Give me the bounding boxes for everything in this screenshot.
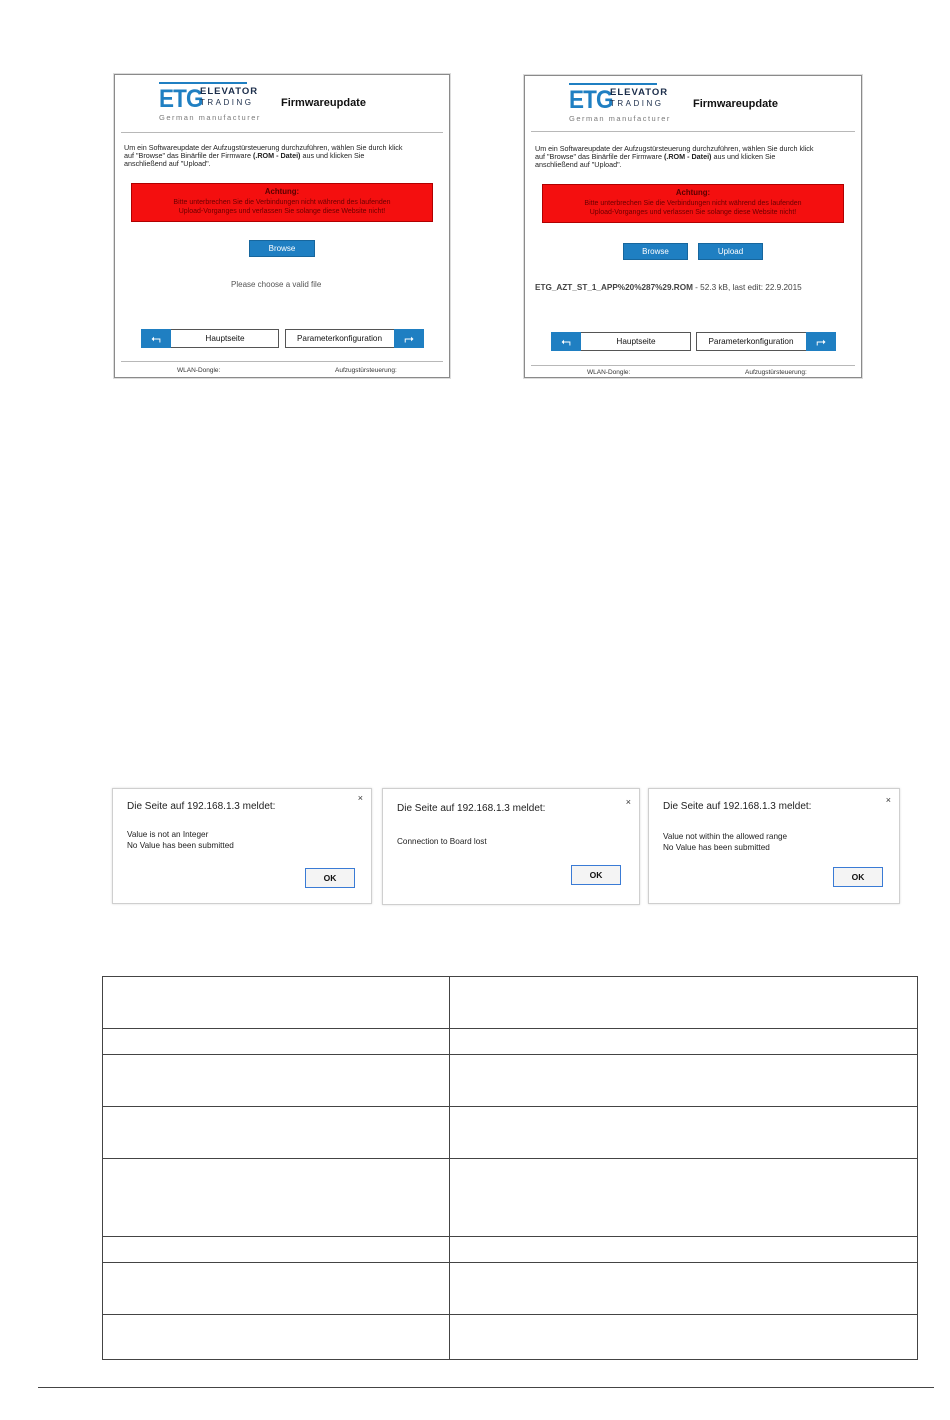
firmware-screen-2: ETG ELEVATOR TRADING German manufacturer Firmwareupdate Um ein Softwareupdate der Aufzugstürsteuerung durchzuführen, wählen Sie durch klick auf "Browse" das Binärfile der Firmware (.ROM - Datei) aus und klicken Sie anschließend auf "Upload". Achtung: Bitte unterbrechen Sie die Verbindungen nicht während des laufenden Upload-Vorganges und verlassen Sie solange diese Website nicht! Browse Upload ETG_AZT_ST_1_APP%20%287%29.ROM - 52.3 kB, last edit: 22.9.2015 ⮢ Hauptseite Parameterkonfiguration ⮣ WLAN-Dongle: Aufzugstürsteuerung:	[524, 75, 862, 378]
table-row	[103, 1237, 918, 1263]
table-row	[103, 1159, 918, 1237]
table-row	[103, 1029, 918, 1055]
warning-box: Achtung: Bitte unterbrechen Sie die Verbindungen nicht während des laufenden Upload-Vorganges und verlassen Sie solange diese Website nicht!	[131, 183, 433, 222]
footer-rule	[38, 1387, 934, 1388]
status-text: Please choose a valid file	[231, 280, 322, 289]
close-icon[interactable]: ×	[885, 795, 891, 805]
table-row	[103, 1315, 918, 1360]
alert-dialog-range: Die Seite auf 192.168.1.3 meldet: × Value not within the allowed range No Value has been submitted OK	[648, 788, 900, 904]
alert-dialog-connection: Die Seite auf 192.168.1.3 meldet: × Connection to Board lost OK	[382, 788, 640, 905]
browse-button[interactable]: Browse	[249, 240, 315, 257]
dialog-message: Value not within the allowed range No Value has been submitted	[663, 832, 788, 852]
dialog-message: Value is not an Integer No Value has been submitted	[127, 830, 234, 850]
ok-button[interactable]: OK	[571, 865, 621, 885]
ok-button[interactable]: OK	[833, 867, 883, 887]
close-icon[interactable]: ×	[625, 797, 631, 807]
table-row	[103, 1263, 918, 1315]
dialog-message: Connection to Board lost	[397, 837, 487, 846]
page-title: Firmwareupdate	[281, 97, 366, 109]
table-row	[103, 1107, 918, 1159]
alert-dialog-integer: Die Seite auf 192.168.1.3 meldet: × Value is not an Integer No Value has been submitted OK	[112, 788, 372, 904]
return-right-icon: ⮣	[806, 332, 836, 351]
page-title: Firmwareupdate	[693, 98, 778, 110]
home-button[interactable]: ⮢ Hauptseite	[551, 332, 691, 351]
empty-table	[102, 976, 918, 1360]
warning-box: Achtung: Bitte unterbrechen Sie die Verbindungen nicht während des laufenden Upload-Vorganges und verlassen Sie solange diese Website nicht!	[542, 184, 844, 223]
intro-text: Um ein Softwareupdate der Aufzugstürsteuerung durchzuführen, wählen Sie durch klick auf "Browse" das Binärfile der Firmware (.ROM - Datei) aus und klicken Sie anschließend auf "Upload".	[535, 144, 814, 169]
close-icon[interactable]: ×	[357, 793, 363, 803]
return-left-icon: ⮢	[141, 329, 171, 348]
selected-file: ETG_AZT_ST_1_APP%20%287%29.ROM - 52.3 kB, last edit: 22.9.2015	[535, 283, 802, 292]
etg-logo: ETG ELEVATOR TRADING German manufacturer	[569, 84, 689, 130]
ok-button[interactable]: OK	[305, 868, 355, 888]
table-row	[103, 1055, 918, 1107]
firmware-screen-1: ETG ELEVATOR TRADING German manufacturer Firmwareupdate Um ein Softwareupdate der Aufzugstürsteuerung durchzuführen, wählen Sie durch klick auf "Browse" das Binärfile der Firmware (.ROM - Datei) aus und klicken Sie anschließend auf "Upload". Achtung: Bitte unterbrechen Sie die Verbindungen nicht während des laufenden Upload-Vorganges und verlassen Sie solange diese Website nicht! Browse Please choose a valid file ⮢ Hauptseite Parameterkonfiguration ⮣ WLAN-Dongle: Aufzugstürsteuerung:	[114, 74, 450, 378]
return-right-icon: ⮣	[394, 329, 424, 348]
parameter-config-button[interactable]: Parameterkonfiguration ⮣	[696, 332, 836, 351]
upload-button[interactable]: Upload	[698, 243, 763, 260]
parameter-config-button[interactable]: Parameterkonfiguration ⮣	[285, 329, 424, 348]
etg-logo: ETG ELEVATOR TRADING German manufacturer	[159, 83, 279, 129]
browse-button[interactable]: Browse	[623, 243, 688, 260]
home-button[interactable]: ⮢ Hauptseite	[141, 329, 279, 348]
intro-text: Um ein Softwareupdate der Aufzugstürsteuerung durchzuführen, wählen Sie durch klick auf "Browse" das Binärfile der Firmware (.ROM - Datei) aus und klicken Sie anschließend auf "Upload".	[124, 143, 403, 168]
return-left-icon: ⮢	[551, 332, 581, 351]
table-row	[103, 977, 918, 1029]
